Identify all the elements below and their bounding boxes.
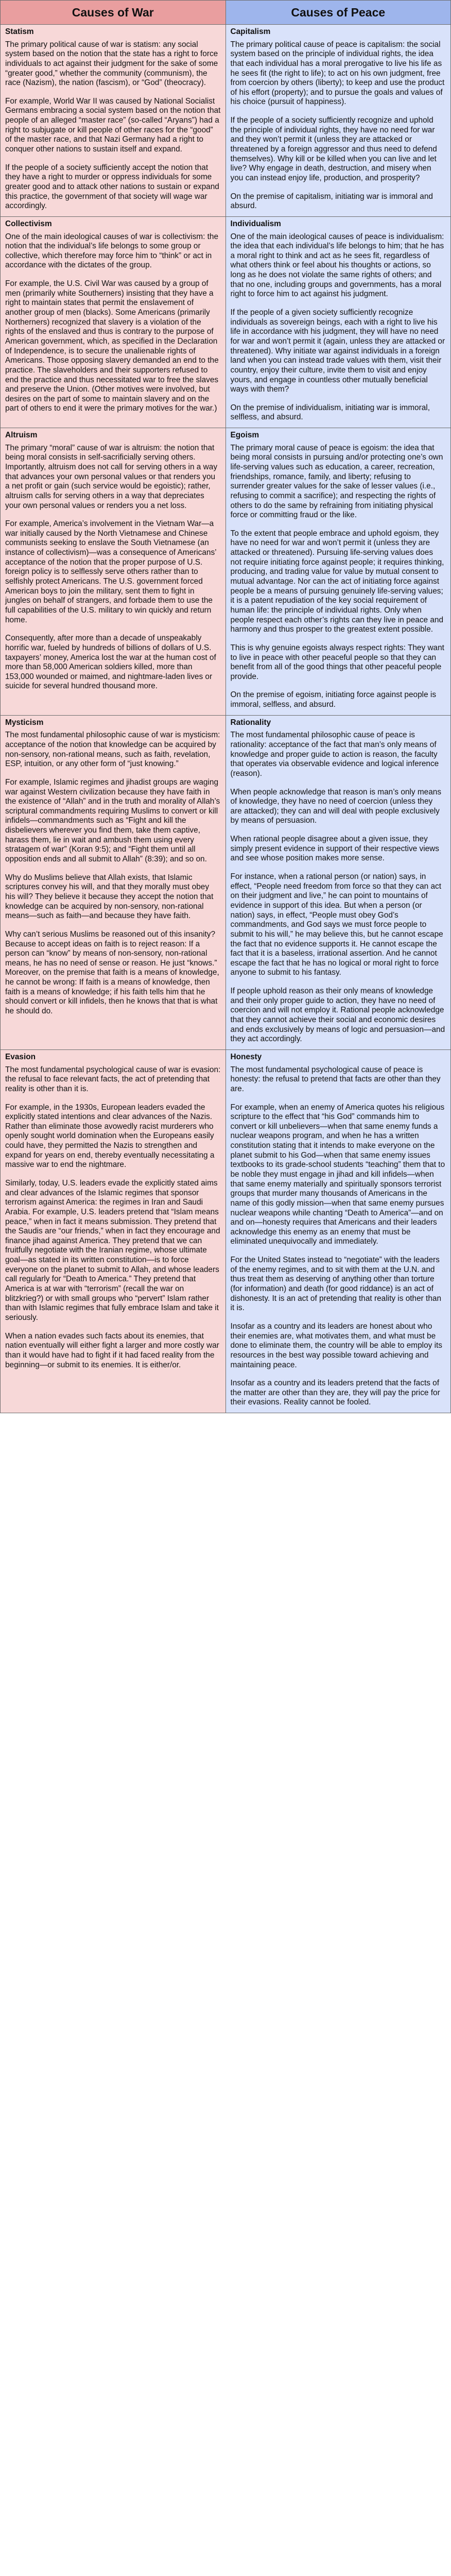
peace-cell — [226, 216, 451, 428]
war-paragraph: The most fundamental philosophic cause of war is mysticism: acceptance of the notion that knowledge can be acquired by non-sensory, non-rational means, such as faith, revelation, ESP, intuition, or any other form of “just knowing.” — [5, 731, 220, 769]
table-row — [1, 428, 451, 716]
war-paragraph: One of the main ideological causes of war is collectivism: the notion that the individual’s life belongs to some group or collective, which therefore may force him to “think” or act in accordance with the dictates of the group. — [5, 232, 219, 270]
war-cell — [1, 1049, 226, 1413]
peace-cell — [226, 25, 451, 217]
war-cell-title: Altruism — [5, 431, 38, 440]
peace-cell-title: Rationality — [230, 718, 271, 727]
war-paragraph: For example, in the 1930s, European leaders evaded the explicitly stated intentions and clear advances of the Nazis. Rather than eliminate those avowedly racist murderers who openly sought world domination when the Europeans easily could have, they permitted the Nazis to strengthen and expand for years on end, thereby eventually necessitating a massive war to end the nightmare. — [5, 1103, 215, 1170]
war-cell-title: Mysticism — [5, 718, 44, 727]
peace-paragraph: The primary political cause of peace is capitalism: the social system based on the principle of individual rights, the idea that each individual has a moral prerogative to live his life as he sees fit (the right to life); to act on his own judgment, free from coercion by others (liberty); to keep and use the product of his effort (property); and to pursue the goals and values of his choice (pursuit of happiness). — [230, 40, 445, 107]
peace-paragraph: This is why genuine egoists always respect rights: They want to live in peace with other peaceful people so that they can benefit from all of the good things that other peaceful people provide. — [230, 643, 444, 681]
peace-paragraph: When people acknowledge that reason is man’s only means of knowledge, they have no need of coercion (unless they are attacked); they can and will deal with people exclusively by means of persuasion. — [230, 787, 442, 825]
peace-paragraph: Insofar as a country and its leaders are honest about who their enemies are, what motivates them, and what must be done to eliminate them, the country will be able to employ its resources in the best way possible toward achieving and maintaining peace. — [230, 1321, 442, 1369]
war-paragraph: Similarly, today, U.S. leaders evade the explicitly stated aims and clear advances of the Islamic regimes that sponsor terrorism against America: the regimes in Iran and Saudi Arabia. For example, U.S. leaders pretend that “Islam means peace,” when in fact it means submission. They pretend that the Saudis are “our friends,” when in fact they encourage and finance jihad against America. They pretend that we can fruitfully negotiate with the Iranian regime, whose ultimate goal—as stated in its written constitution—is to force everyone on the planet to submit to Allah, and whose leaders call regularly for “Death to America.” They pretend that America is at war with “terrorism” (recall the war on blitzkrieg?) or with small groups who “pervert” Islam rather than with Islamic regimes that fully embrace Islam and take it seriously. — [5, 1178, 220, 1322]
peace-paragraph: If the people of a given society sufficiently recognize individuals as sovereign beings, each with a right to live his life in accordance with his judgment, they will have no need for war and won’t permit it (again, unless they are attacked or threatened). Why initiate war against individuals in a foreign land when you can instead trade values with them, visit their country, enjoy their culture, invite them to visit and enjoy yours, and engage in countless other mutually beneficial ways with them? — [230, 308, 445, 394]
table-row — [1, 25, 451, 217]
war-paragraph: Why can’t serious Muslims be reasoned out of this insanity? Because to accept ideas on faith is to reject reason: If a person can “know” by means of non-sensory, non-rational means, he has no need of sense or reason. He just “knows.” Moreover, on the premise that faith is a means of knowledge, he cannot be wrong: If faith is a means of knowledge, then faith is a means of knowledge; if his faith tells him that he should convert or kill infidels, then he knows that that is what he should do. — [5, 929, 219, 1016]
peace-paragraph: The most fundamental philosophic cause of peace is rationality: acceptance of the fact that man’s only means of knowledge and proper guide to action is reason, the faculty that operates via observable evidence and logical inference (reason). — [230, 731, 439, 778]
war-paragraph: The primary “moral” cause of war is altruism: the notion that being moral consists in self-sacrificially serving others. Importantly, altruism does not call for serving others in a way that advances your own personal values or that renders you a net profit or gain (such service would be egoistic); rather, altruism calls for serving others in a way that depreciates your own personal values or renders you a net loss. — [5, 443, 218, 510]
peace-cell — [226, 715, 451, 1049]
peace-cell-title: Egoism — [230, 431, 259, 440]
war-paragraph: Consequently, after more than a decade of unspeakably horrific war, fueled by hundreds of billions of dollars of U.S. taxpayers’ money, America lost the war at the human cost of more than 58,000 American soldiers killed, more than 153,000 wounded or maimed, and nightmare-laden lives or suicide for several hundred thousand more. — [5, 634, 216, 691]
war-column-header: Causes of War — [1, 1, 226, 25]
peace-cell — [226, 1049, 451, 1413]
war-paragraph: If the people of a society sufficiently accept the notion that they have a right to murder or oppress individuals for some greater good and to attack other nations to sustain or expand this practice, the government of that society will wage war accordingly. — [5, 163, 219, 211]
war-cell-title: Evasion — [5, 1052, 36, 1061]
peace-paragraph: For example, when an enemy of America quotes his religious scripture to the effect that “his God” commands him to convert or kill unbelievers—when that same enemy funds a nuclear weapons program, and when he has a written constitution stating that it intends to make everyone on the planet submit to his God—when that same enemy issues textbooks to its grade-school students “teaching” them that to be noble they must engage in jihad and kill infidels—when that same enemy materially and spiritually sponsors terrorist groups that murder many thousands of Americans in the name of this godly mission—when that same enemy pursues nuclear weapons while chanting “Death to America”—and on and on—honesty requires that Americans and their leaders acknowledge this enemy as an enemy that must be eliminated unequivocally and immediately. — [230, 1103, 445, 1246]
peace-paragraph: One of the main ideological causes of peace is individualism: the idea that each individual’s life belongs to him; that he has a moral right to think and act as he sees fit, regardless of what others think or feel about his thoughts or actions, so long as he does not violate the same rights of others; and that no one, including groups and governments, has a moral right to force him to act against his judgment. — [230, 232, 444, 299]
war-cell-title: Statism — [5, 27, 34, 36]
table-row — [1, 715, 451, 1049]
peace-cell-title: Honesty — [230, 1052, 262, 1061]
war-cell — [1, 428, 226, 716]
war-paragraph: For example, America’s involvement in the Vietnam War—a war initially caused by the North Vietnamese and Chinese communists seeking to enslave the South Vietnamese (an instance of collectivism)—was a consequence of Americans’ acceptance of the notion that the proper purpose of U.S. foreign policy is to selflessly serve others rather than to selfishly protect Americans. The U.S. government forced American boys to join the military, sent them to fight in jungles on behalf of strangers, and forbade them to use the full capabilities of the U.S. military to win quickly and return home. — [5, 519, 217, 624]
peace-paragraph: The primary moral cause of peace is egoism: the idea that being moral consists in pursuing and/or protecting one’s own life-serving values such as education, a career, recreation, friendships, romance, family, and liberty; refusing to surrender greater values for the sake of lesser values (i.e., refusing to commit a sacrifice); and respecting the rights of others to do the same by refraining from initiating physical force or committing fraud or the like. — [230, 443, 443, 520]
peace-paragraph: If people uphold reason as their only means of knowledge and their only proper guide to action, they have no need of coercion and will not employ it. Rational people acknowledge that they cannot achieve their social and economic desires and ends exclusively by means of logic and persuasion—and they act accordingly. — [230, 987, 445, 1044]
peace-cell-title: Capitalism — [230, 27, 271, 36]
peace-cell-title: Individualism — [230, 219, 281, 228]
war-paragraph: For example, the U.S. Civil War was caused by a group of men (primarily white Southerners) insisting that they have a right to maintain states that permit the enslavement of another group of men (blacks). Some Americans (primarily Northerners) recognized that slavery is a violation of the rights of the enslaved and thus is contrary to the purpose of American government, which, as specified in the Declaration of Independence, is to secure the unalienable rights of Americans. Those opposing slavery demanded an end to the practice. The slaveholders and their supporters refused to end the practice and thus necessitated war to free the slaves and preserve the Union. (Other motives were involved, but desires on the part of some to maintain slavery and on the part of others to end it were the primary motives for the war.) — [5, 279, 219, 413]
table-row — [1, 1049, 451, 1413]
peace-paragraph: If the people of a society sufficiently recognize and uphold the principle of individual rights, they have no need for war and they won’t permit it (unless they are attacked or threatened by a foreign aggressor and thus need to defend themselves). Why kill or be killed when you can live and let live? Why engage in death, destruction, and misery when you can instead enjoy life, production, and prosperity? — [230, 116, 437, 182]
peace-paragraph: For the United States instead to “negotiate” with the leaders of the enemy regimes, and to sit with them at the U.N. and thus treat them as deserving of anything other than torture (for information) and death (for good riddance) is an act of dishonesty. It is an act of pretending that reality is other than it is. — [230, 1256, 442, 1313]
peace-cell — [226, 428, 451, 716]
war-cell — [1, 715, 226, 1049]
war-paragraph: The primary political cause of war is statism: any social system based on the notion that the state has a right to force individuals to act against their judgment for the sake of some “greater good,” whether the community (communism), the race (Nazism), the nation (fascism), or “God” (theocracy). — [5, 40, 218, 88]
war-paragraph: The most fundamental psychological cause of war is evasion: the refusal to face relevant facts, the act of pretending that reality is other than it is. — [5, 1065, 221, 1093]
war-paragraph: Why do Muslims believe that Allah exists, that Islamic scriptures convey his will, and that they morally must obey his will? They believe it because they accept the notion that knowledge can be acquired by non-sensory, non-rational means—such as faith—and because they have faith. — [5, 873, 214, 921]
header-row — [1, 1, 451, 25]
peace-paragraph: Insofar as a country and its leaders pretend that the facts of the matter are other than they are, they will pay the price for their evasions. Reality cannot be fooled. — [230, 1379, 440, 1407]
war-cell — [1, 216, 226, 428]
peace-paragraph: When rational people disagree about a given issue, they simply present evidence in support of their respective views and see whose position makes more sense. — [230, 835, 439, 863]
table-row — [1, 216, 451, 428]
war-cell — [1, 25, 226, 217]
war-paragraph: For example, World War II was caused by National Socialist Germans embracing a social system based on the notion that people of an alleged “master race” (so-called “Aryans”) had a right to subjugate or kill people of other races for the “good” of the master race, and that Nazi Germany had a right to conquer other nations to sustain itself and expand. — [5, 96, 221, 154]
peace-paragraph: The most fundamental psychological cause of peace is honesty: the refusal to pretend that facts are other than they are. — [230, 1065, 441, 1093]
peace-paragraph: On the premise of capitalism, initiating war is immoral and absurd. — [230, 192, 433, 211]
peace-paragraph: For instance, when a rational person (or nation) says, in effect, “People need freedom from force so that they can act on their judgment and live,” he can point to mountains of evidence in support of this idea. But when a person (or nation) says, in effect, “People must obey God’s commandments, and God says we must force people to submit to his will,” he may believe this, but he cannot escape the fact that no evidence supports it. He cannot escape the fact that it is a baseless, irrational assertion. And he cannot escape the fact that he has no logical or moral right to force anyone to submit to his fantasy. — [230, 872, 443, 977]
peace-paragraph: On the premise of egoism, initiating force against people is immoral, selfless, and absurd. — [230, 690, 437, 709]
war-paragraph: When a nation evades such facts about its enemies, that nation eventually will either fight a larger and more costly war than it would have had to fight if it had faced reality from the beginning—or submit to its enemies. It is either/or. — [5, 1331, 219, 1369]
peace-paragraph: On the premise of individualism, initiating war is immoral, selfless, and absurd. — [230, 403, 430, 422]
peace-column-header: Causes of Peace — [226, 1, 451, 25]
war-paragraph: For example, Islamic regimes and jihadist groups are waging war against Western civilization because they have faith in the existence of “Allah” and in the truth and morality of Allah’s scriptural commandments requiring Muslims to convert or kill infidels—commandments such as “Fight and kill the disbelievers wherever you find them, take them captive, harass them, lie in wait and ambush them using every stratagem of war” (Koran 9:5); and “Fight them until all opposition ends and all submit to Allah” (8:39); and so on. — [5, 777, 220, 864]
war-cell-title: Collectivism — [5, 219, 52, 228]
peace-paragraph: To the extent that people embrace and uphold egoism, they have no need for war and won’t permit it (unless they are attacked or threatened). Pursuing life-serving values does not require initiating force against people; it requires thinking, producing, and trading value for value by mutual consent to mutual advantage. Nor can the act of initiating force against people be a means of pursuing genuinely life-serving values; it is a patent repudiation of the key social requirement of human life: the principle of individual rights. Only when people respect each other’s rights can they live in peace and harmony and thus prosper to the greatest extent possible. — [230, 529, 444, 634]
